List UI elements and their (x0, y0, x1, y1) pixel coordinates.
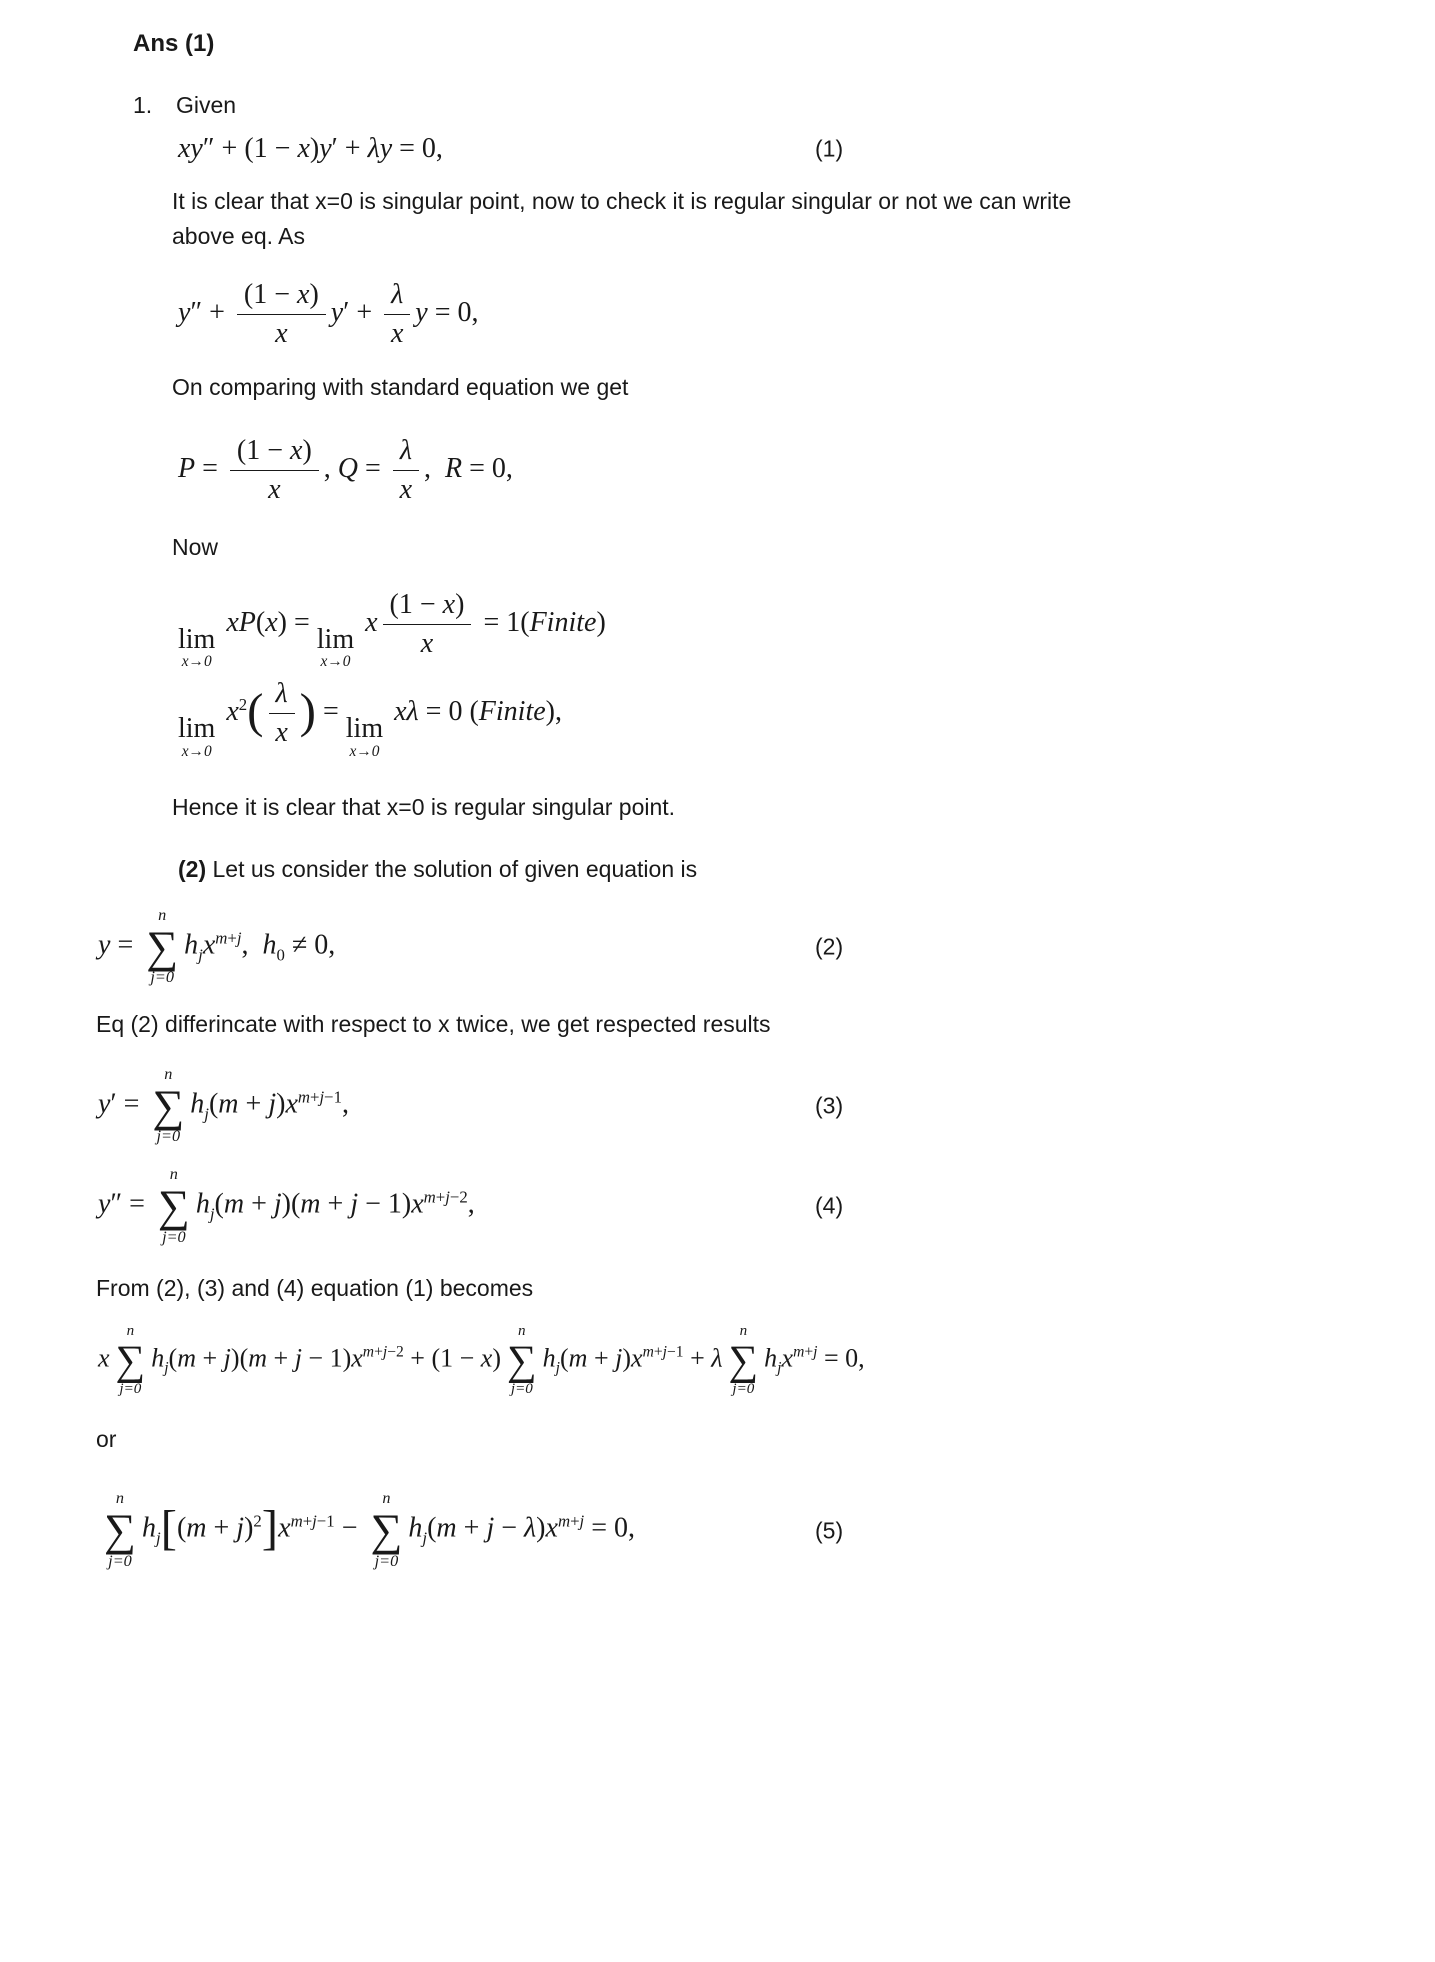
equation-1-row (0, 131, 1435, 166)
paragraph-or: or (96, 1425, 117, 1452)
equation-2-number: (2) (815, 933, 844, 960)
equation-standard-form-row (0, 279, 1435, 350)
equation-3-number: (3) (815, 1092, 844, 1119)
equation-5: n ∑ j=0 $h_j[(m + j)^2]x^{m+j-1}$ − n ∑ j=0 $h_j(m + j - \lambda)x^{m+j} = 0$, (104, 1489, 635, 1571)
paragraph-from-eqs: From (2), (3) and (4) equation (1) becomes (96, 1274, 534, 1301)
paragraph-hence: Hence it is clear that x=0 is regular singular point. (172, 793, 676, 820)
equation-3-row (0, 1066, 1435, 1146)
equation-4-number: (4) (815, 1192, 844, 1219)
paragraph-part2 (178, 852, 1088, 887)
list-number: 1. (133, 92, 153, 118)
equation-2-row (0, 907, 1435, 987)
paragraph-now: Now (172, 534, 219, 561)
equation-limit-p-row (0, 589, 1435, 670)
equation-limit-q-row (0, 678, 1435, 759)
equation-pqr: P = $\frac{(1 - x)}{x}$ , Q = $\frac{\lambda}{x}$ , R = 0, (178, 434, 513, 506)
equation-2: y = n ∑ j=0 $h_jx^{m+j}$, $h_0 \ne 0$, (98, 905, 336, 987)
equation-standard-form: y″ + $\frac{(1 - x)}{x}$ y′ + $\frac{\lambda}{x}$ y = 0, (178, 279, 479, 350)
equation-5-row (0, 1490, 1435, 1570)
equation-4-row (0, 1166, 1435, 1246)
equation-combined-row (0, 1323, 1435, 1398)
paragraph-differentiate: Eq (2) differincate with respect to x twice, we get respected results (96, 1011, 771, 1038)
equation-1: xy″ + (1 − x)y′ + λy = 0, (178, 133, 443, 164)
paragraph-singular-check: It is clear that x=0 is singular point, now to check it is regular singular or not we can write above eq. As (172, 188, 1072, 249)
paragraph-comparing: On comparing with standard equation we get (172, 374, 629, 401)
equation-limit-p: lim x→0 xP(x) = lim x→0 x $\frac{(1 - x)}{x}$ = 1(Finite) (178, 588, 606, 671)
equation-1-number: (1) (815, 135, 844, 161)
problem-item-line (133, 92, 1435, 119)
answer-heading: Ans (1) (133, 30, 215, 57)
given-label: Given (176, 92, 237, 118)
equation-4: y″ = n ∑ j=0 $h_j(m + j)(m + j - 1)x^{m+j-2}$, (98, 1165, 475, 1246)
equation-limit-q: lim x→0 $x^2$( $\frac{\lambda}{x}$ ) = lim x→0 xλ = 0 (Finite), (178, 678, 562, 760)
equation-pqr-row (0, 435, 1435, 506)
equation-5-number: (5) (815, 1517, 844, 1544)
part2-label: (2) (178, 856, 207, 883)
equation-3: y′ = n ∑ j=0 $h_j(m + j)x^{m+j-1}$, (98, 1064, 349, 1146)
equation-combined: x n ∑ j=0 $h_j(m + j)(m + j - 1)x^{m+j-2} + (1 - x)$ n ∑ j=0 $h_j(m + j)x^{m+j-1} + \lambda$ n ∑ j=0 $h_jx^{m+j} = 0$, (98, 1323, 865, 1398)
part2-text: Let us consider the solution of given equation is (206, 856, 698, 883)
